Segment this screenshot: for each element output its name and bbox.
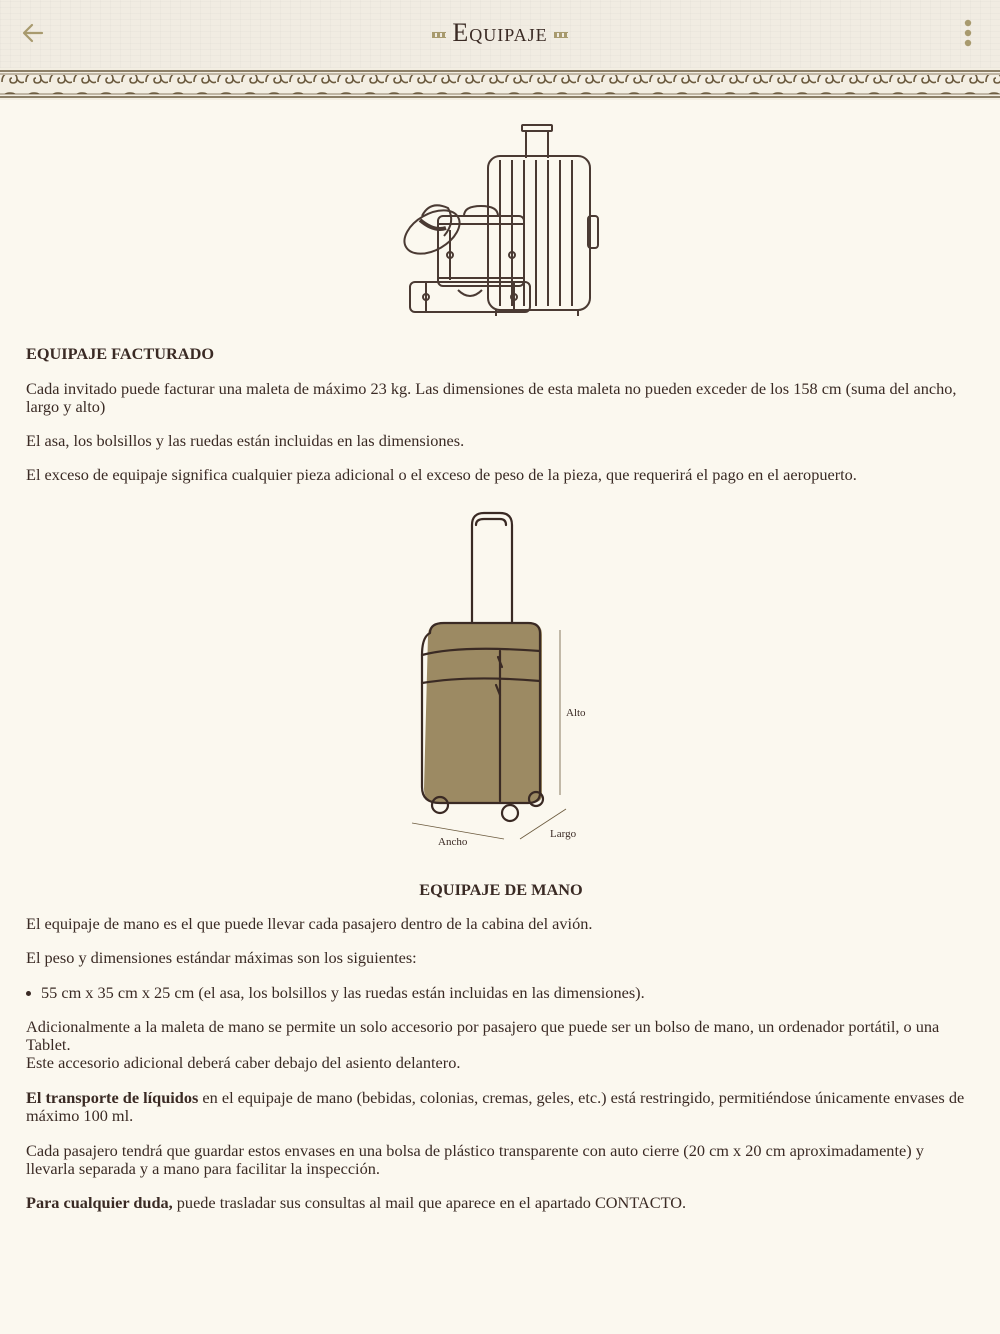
decorative-greek-border (0, 68, 1000, 100)
checked-heading: EQUIPAJE FACTURADO (26, 344, 214, 363)
accessory-note: Este accesorio adicional deberá caber debajo del asiento delantero. (26, 1053, 461, 1072)
checked-paragraph-2: El asa, los bolsillos y las ruedas están incluidas en las dimensiones. (26, 431, 465, 450)
dimensions-list-item (26, 984, 976, 1004)
title-ornament-left (432, 32, 446, 38)
length-label: Largo (550, 828, 577, 840)
dimensions-text: 55 cm x 35 cm x 25 cm (el asa, los bolsillos y las ruedas están incluidas en las dimensiones). (41, 983, 645, 1002)
accessory-paragraph (26, 1018, 976, 1072)
title-ornament-right (554, 32, 568, 38)
checked-paragraph-3: El exceso de equipaje significa cualquier pieza adicional o el exceso de peso de la pieza, que requerirá el pago en el aeropuerto. (26, 465, 857, 484)
contact-paragraph (26, 1194, 976, 1212)
liquids-text: en el equipaje de mano (bebidas, colonias, cremas, geles, etc.) está restringido, permitiéndose únicamente envases de máximo 100 ml. (26, 1088, 965, 1125)
liquids-paragraph (26, 1089, 976, 1125)
width-label: Ancho (438, 836, 468, 848)
plastic-bag-paragraph: Cada pasajero tendrá que guardar estos envases en una bolsa de plástico transparente con auto cierre (20 cm x 20 cm aproximadamente) y llevarla separada y a mano para facilitar la inspección. (26, 1141, 924, 1178)
luggage-stack-illustration (400, 120, 620, 320)
carry-on-heading: EQUIPAJE DE MANO (419, 880, 583, 899)
page-title: Equipaje (452, 18, 548, 47)
carry-on-paragraph-1: El equipaje de mano es el que puede llevar cada pasajero dentro de la cabina del avión. (26, 914, 593, 933)
app-header (0, 0, 1000, 68)
contact-text: puede trasladar sus consultas al mail que aparece en el apartado CONTACTO. (172, 1193, 687, 1212)
height-label: Alto (566, 707, 586, 719)
more-vertical-icon (955, 18, 981, 48)
accessory-text: Adicionalmente a la maleta de mano se permite un solo accesorio por pasajero que puede ser un bolso de mano, un ordenador portátil, o una Tablet. (26, 1017, 940, 1054)
bullet-dot (26, 991, 31, 996)
page-title-wrap (0, 18, 1000, 48)
liquids-bold: El transporte de líquidos (26, 1088, 199, 1107)
more-menu-button[interactable] (955, 18, 981, 48)
checked-paragraph-1: Cada invitado puede facturar una maleta de máximo 23 kg. Las dimensiones de esta maleta no pueden exceder de los 158 cm (suma del ancho, largo y alto) (26, 379, 957, 416)
contact-bold: Para cualquier duda, (26, 1193, 173, 1212)
carry-on-suitcase-diagram (400, 505, 600, 855)
carry-on-paragraph-2: El peso y dimensiones estándar máximas son los siguientes: (26, 948, 417, 967)
